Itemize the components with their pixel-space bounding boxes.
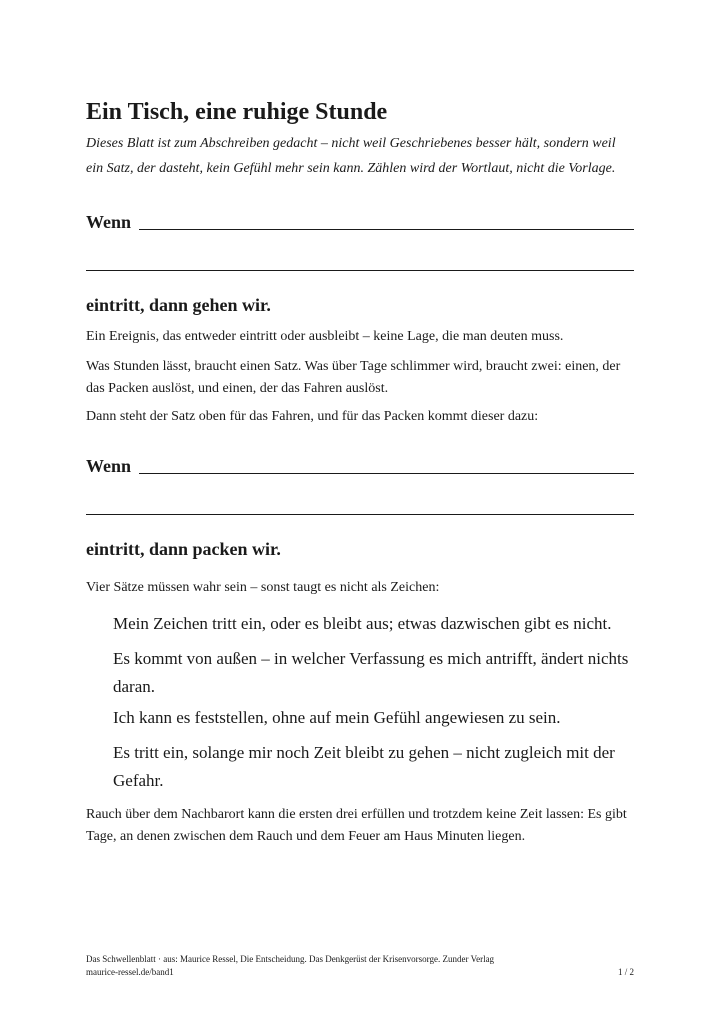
pack-wenn-label: Wenn <box>86 456 132 476</box>
go-condition-row <box>86 209 634 233</box>
condition-item-3: Ich kann es feststellen, ohne auf mein Gefühl angewiesen zu sein. <box>113 708 561 727</box>
page-subtitle: Dieses Blatt ist zum Abschreiben gedacht – nicht weil Geschriebenes besser hält, sondern weil ein Satz, der dasteht, kein Gefühl mehr sein kann. Zählen wird der Wortlaut, nicht die Vorlage. <box>86 136 616 176</box>
footer-url[interactable]: maurice-ressel.de/band1 <box>86 967 174 977</box>
go-paragraph-3: Dann steht der Satz oben für das Fahren, und für das Packen kommt dieser dazu: <box>86 409 539 424</box>
conditions-intro: Vier Sätze müssen wahr sein – sonst taugt es nicht als Zeichen: <box>86 580 440 595</box>
conditions-closing: Rauch über dem Nachbarort kann die ersten drei erfüllen und trotzdem keine Zeit lassen: Es gibt Tage, an denen zwischen dem Rauch und dem Feuer am Haus Minuten liegen. <box>86 807 627 844</box>
go-wenn-label: Wenn <box>86 212 132 232</box>
go-paragraph-1: Ein Ereignis, das entweder eintritt oder ausbleibt – keine Lage, die man deuten muss. <box>86 329 564 344</box>
pack-condition-row <box>86 453 634 477</box>
pack-heading: eintritt, dann packen wir. <box>86 539 281 559</box>
go-fill-line-1[interactable] <box>139 228 634 230</box>
condition-item-4: Es tritt ein, solange mir noch Zeit bleibt zu gehen – nicht zugleich mit der Gefahr. <box>113 743 615 790</box>
worksheet-page <box>86 0 634 1018</box>
condition-item-1: Mein Zeichen tritt ein, oder es bleibt aus; etwas dazwischen gibt es nicht. <box>113 614 612 633</box>
footer-source: Das Schwellenblatt · aus: Maurice Ressel, Die Entscheidung. Das Denkgerüst der Krisenvorsorge. Zunder Verlag <box>86 954 495 964</box>
pack-fill-line-2[interactable] <box>86 514 634 515</box>
page-title: Ein Tisch, eine ruhige Stunde <box>86 99 388 125</box>
condition-item-2: Es kommt von außen – in welcher Verfassung es mich antrifft, ändert nichts daran. <box>113 649 629 696</box>
go-paragraph-2: Was Stunden lässt, braucht einen Satz. Was über Tage schlimmer wird, braucht zwei: einen, der das Packen auslöst, und einen, der das Fahren auslöst. <box>86 359 621 396</box>
go-fill-line-2[interactable] <box>86 270 634 271</box>
pack-fill-line-1[interactable] <box>139 472 634 474</box>
go-heading: eintritt, dann gehen wir. <box>86 295 271 315</box>
page-number: 1 / 2 <box>617 967 634 977</box>
